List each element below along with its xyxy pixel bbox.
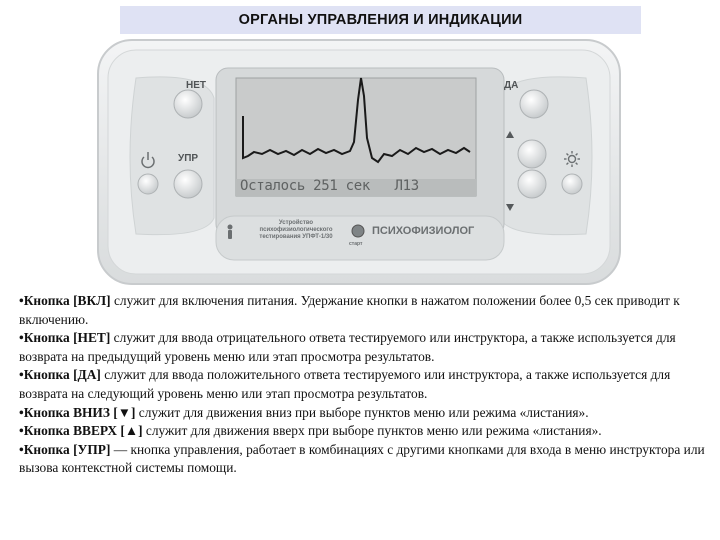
no-button[interactable] (174, 90, 202, 118)
paragraph (19, 366, 709, 403)
paragraph-bold: •Кнопка [НЕТ] (19, 330, 111, 346)
paragraph-text: служит для ввода положительного ответа тестируемого или инструктора, а также используется для возврата на следующий уровень меню или этап просмотра результатов. (19, 367, 671, 401)
paragraph-bold: •Кнопка [ВКЛ] (19, 293, 111, 308)
paragraph (19, 292, 709, 329)
paragraph (19, 422, 709, 441)
model-text (242, 220, 350, 241)
down-button[interactable] (518, 170, 546, 198)
light-button[interactable] (562, 174, 582, 194)
up-button[interactable] (518, 140, 546, 168)
body-text (19, 292, 709, 478)
device-illustration (96, 38, 626, 288)
paragraph-bold: •Кнопка [УПР] (19, 441, 111, 457)
model-line-1: Устройство (278, 220, 314, 226)
model-line-2: психофизиологического (259, 227, 333, 233)
upr-button[interactable] (174, 170, 202, 198)
device-image (96, 38, 626, 288)
paragraph-text: — кнопка управления, работает в комбинациях с другими кнопками для входа в меню инструктора или вызова контекстной системы помощи. (19, 441, 705, 476)
page-title: ОРГАНЫ УПРАВЛЕНИЯ И ИНДИКАЦИИ (238, 12, 523, 28)
yes-button[interactable] (520, 90, 548, 118)
no-label: НЕТ (186, 80, 206, 91)
paragraph-text: служит для движения вверх при выборе пунктов меню или режима «листания». (142, 423, 602, 439)
start-indicator (352, 225, 364, 237)
paragraph (19, 329, 709, 366)
yes-label: ДА (504, 80, 519, 91)
paragraph-bold: •Кнопка ВНИЗ [▼] (19, 404, 136, 420)
person-icon (228, 225, 233, 240)
power-button[interactable] (138, 174, 158, 194)
paragraph (19, 404, 709, 423)
screen-status-text: Осталось 251 сек Л13 (240, 178, 419, 194)
start-label: старт (349, 241, 363, 247)
brand-name: ПСИХОФИЗИОЛОГ (372, 225, 475, 237)
upr-label: УПР (178, 153, 199, 164)
paragraph-bold: •Кнопка ВВЕРХ [▲] (19, 423, 143, 439)
paragraph-text: служит для ввода отрицательного ответа тестируемого или инструктора, а также используется для возврата на предыдущий уровень меню или этап просмотра результатов. (19, 330, 676, 364)
paragraph-text: служит для движения вниз при выборе пунктов меню или режима «листания». (135, 404, 589, 420)
paragraph-bold: •Кнопка [ДА] (19, 367, 101, 383)
title-bar (120, 6, 641, 34)
paragraph (19, 441, 709, 478)
paragraph-text: служит для включения питания. Удержание кнопки в нажатом положении более 0,5 сек приводит к включению. (19, 293, 680, 327)
model-line-3: тестирования УПФТ-1/30 (259, 234, 333, 240)
